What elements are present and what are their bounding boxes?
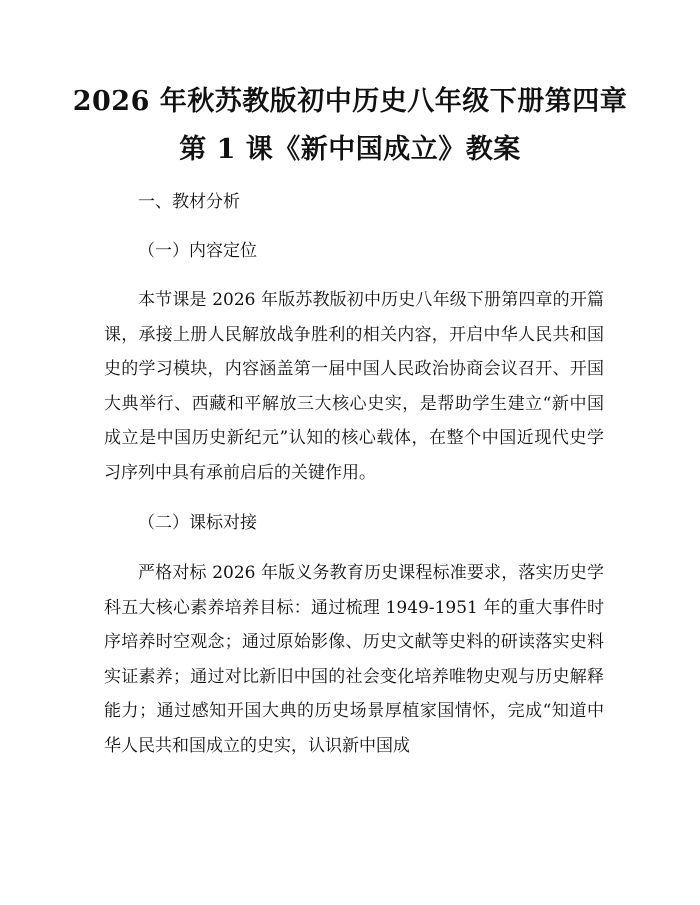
subsection-heading-content-positioning: （一）内容定位 [138,241,257,261]
section-heading-textbook-analysis: 一、教材分析 [138,192,240,212]
paragraph-curriculum-standards: 严格对标 2026 年版义务教育历史课程标准要求，落实历史学科五大核心素养培养目标：通过梳理 1949-1951 年的重大事件时序培养时空观念；通过原始影像、历史文献等史料的研读落实史料实证素养；通过对比新旧中国的社会变化培养唯物史观与历史解释能力；通过感知开国大典的历史场景厚植家国情怀，完成“知道中华人民共和国成立的史实，认识新中国成 [104,563,604,756]
document-title-line-1: 2026 年秋苏教版初中历史八年级下册第四章 [72,86,628,117]
paragraph-content-positioning: 本节课是 2026 年版苏教版初中历史八年级下册第四章的开篇课，承接上册人民解放战争胜利的相关内容，开启中华人民共和国史的学习模块，内容涵盖第一届中国人民政治协商会议召开、开国大典举行、西藏和平解放三大核心史实，是帮助学生建立“新中国成立是中国历史新纪元”认知的核心载体，在整个中国近现代史学习序列中具有承前启后的关键作用。 [104,290,604,483]
subsection-heading-curriculum-standards: （二）课标对接 [138,513,257,533]
document-title-line-2: 第 1 课《新中国成立》教案 [179,134,521,165]
